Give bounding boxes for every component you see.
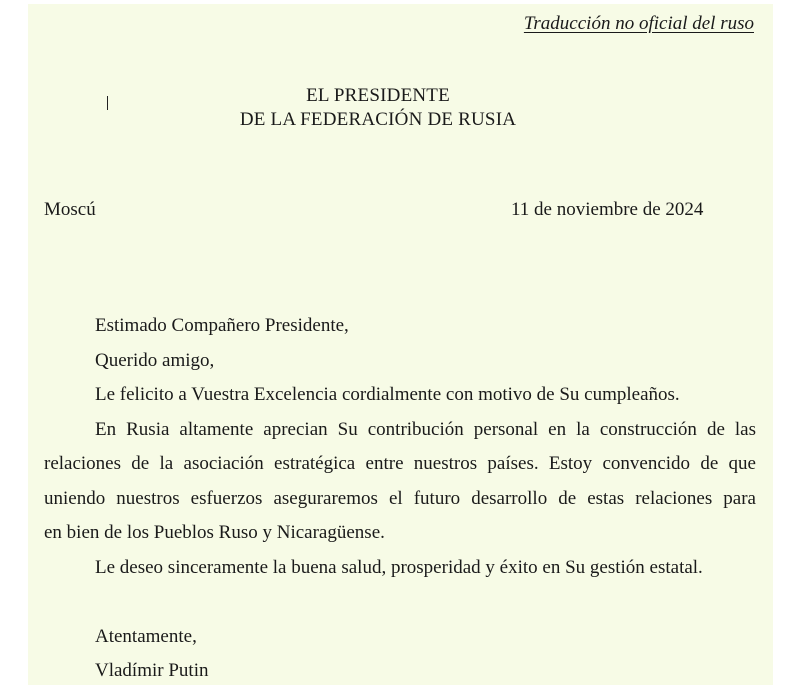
date: 11 de noviembre de 2024 xyxy=(511,199,704,220)
paragraph-2-line-2: relaciones de la asociación estratégica entre nuestros países. Estoy convencido de que xyxy=(44,453,756,474)
letterhead-line-2: DE LA FEDERACIÓN DE RUSIA xyxy=(239,109,517,130)
place: Moscú xyxy=(44,199,96,220)
closing: Atentamente, xyxy=(95,625,197,647)
salutation-1: Estimado Compañero Presidente, xyxy=(95,315,349,336)
translation-note: Traducción no oficial del ruso xyxy=(523,13,754,34)
paragraph-3: Le deseo sinceramente la buena salud, prosperidad y éxito en Su gestión estatal. xyxy=(95,556,703,578)
letterhead-line-1: EL PRESIDENTE xyxy=(306,85,450,106)
signature-name: Vladímir Putin xyxy=(95,660,209,681)
salutation-2: Querido amigo, xyxy=(95,349,215,371)
paragraph-2-line-4: en bien de los Pueblos Ruso y Nicaragüense. xyxy=(44,522,385,543)
paragraph-1: Le felicito a Vuestra Excelencia cordialmente con motivo de Su cumpleaños. xyxy=(95,384,680,405)
letter-page xyxy=(28,4,773,685)
scan-mark xyxy=(107,96,108,110)
paragraph-2-line-1: En Rusia altamente aprecian Su contribución personal en la construcción de las xyxy=(95,418,756,440)
paragraph-2-line-3: uniendo nuestros esfuerzos aseguraremos el futuro desarrollo de estas relaciones para xyxy=(44,487,756,509)
